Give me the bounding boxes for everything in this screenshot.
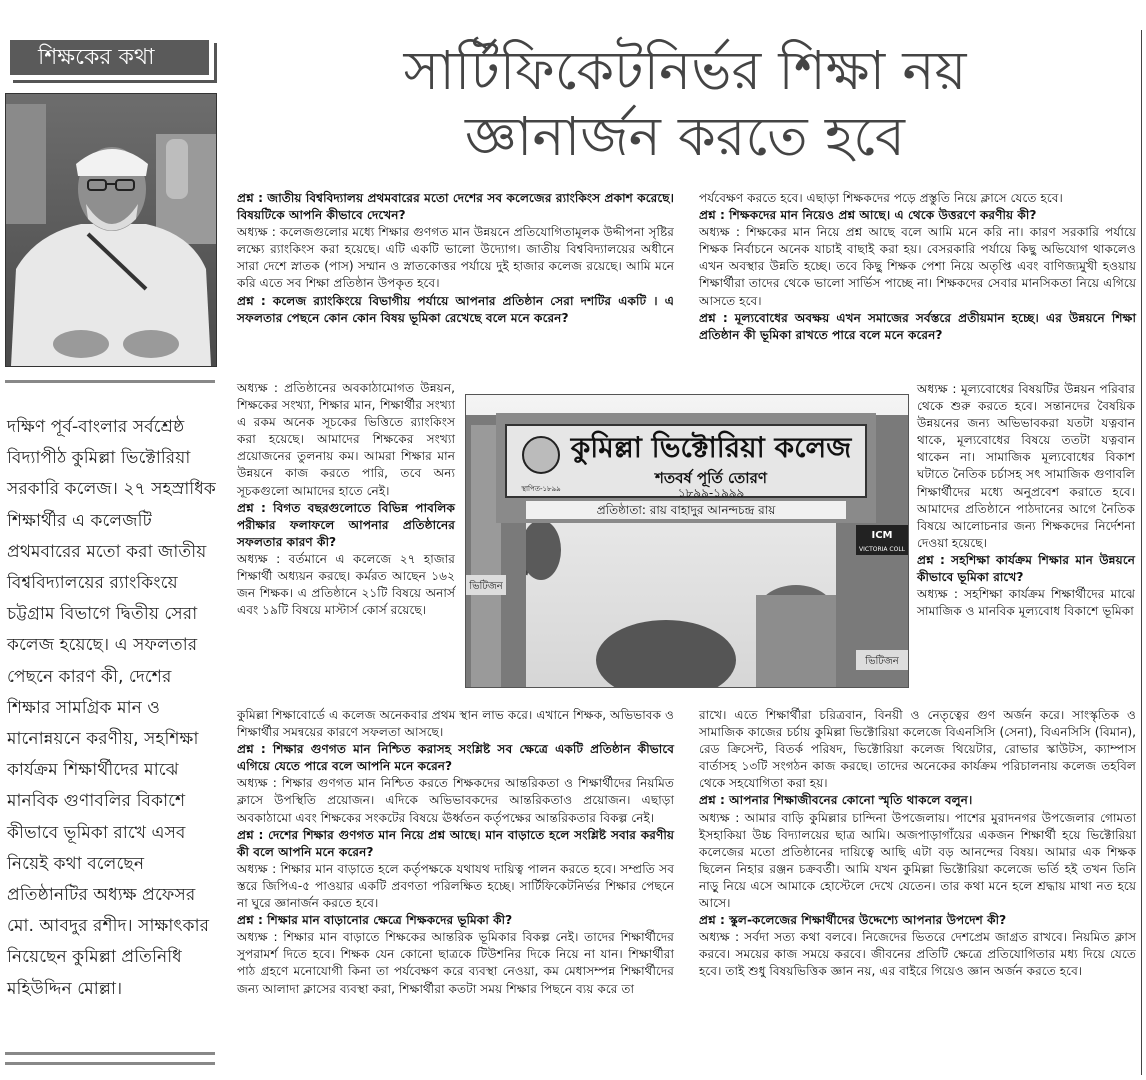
college-gate-photo bbox=[465, 394, 909, 688]
college-name-sign: কুমিল্লা ভিক্টোরিয়া কলেজ bbox=[570, 431, 852, 464]
left-divider-bottom-2 bbox=[5, 1062, 215, 1065]
interview-question: প্রশ্ন : দেশের শিক্ষার গুণগত মান নিয়ে প্রশ্ন আছে। মান বাড়াতে হলে সংশ্লিষ্ট সবার করণীয় কী বলে আপনি মনে করেন? bbox=[237, 827, 674, 859]
interview-answer: অধ্যক্ষ : প্রতিষ্ঠানের অবকাঠামোগত উন্নয়ন, শিক্ষকের সংখ্যা, শিক্ষার মান, শিক্ষার্থীর সংখ্যা এ রকম অনেক সূচকের ভিত্তিতে র‍্যাংকিংস করা হয়েছে। আমাদের শিক্ষকের সংখ্যা প্রয়োজনের তুলনায় কম। আমরা শিক্ষার মান উন্নয়নে কাজ করতে পারি, তবে অন্য সূচকগুলো আমাদের হাতে নেই। bbox=[237, 381, 455, 498]
interview-answer: অধ্যক্ষ : শিক্ষার মান বাড়াতে শিক্ষকের আন্তরিক ভূমিকার বিকল্প নেই। তাদের শিক্ষার্থীদের সুপরামর্শ দিতে হবে। শিক্ষক যেন কোনো ছাত্রকে টিউশনির দিকে নিয়ে না যান। শিক্ষার্থীরা পাঠ গ্রহণে মনোযোগী কিনা তা পর্যবেক্ষণ করে ব্যবস্থা নেওয়া, কম মেধাসম্পন্ন শিক্ষার্থীদের জন্য আলাদা ক্লাসের ব্যবস্থা করা, শিক্ষার্থীরা কতটা সময় শিক্ষার পিছনে ব্যয় করে তা bbox=[237, 930, 674, 996]
right-border-rule bbox=[1141, 30, 1142, 1075]
interview-answer: অধ্যক্ষ : আমার বাড়ি কুমিল্লার চান্দিনা উপজেলায়। পাশের মুরাদনগর উপজেলার গোমতা ইসহাকিয়া উচ্চ বিদ্যালয়ের ছাত্র আমি। অজপাড়াগাঁয়ের একজন শিক্ষার্থী হয়ে ভিক্টোরিয়া কলেজের মতো প্রতিষ্ঠানের দায়িত্বে আছি এটা বড় আনন্দের বিষয়। আমার এক শিক্ষক ছিলেন নিহার রঞ্জন চক্রবর্তী। আমি যখন কুমিল্লা ভিক্টোরিয়া কলেজে ভর্তি হই তখন তিনি নাড়ু নিয়ে এসে আমাকে হোস্টেলে দেখে যেতেন। তার কথা মনে হলে শ্রদ্ধায় মাথা নত হয়ে আসে। bbox=[699, 810, 1136, 911]
interview-answer: অধ্যক্ষ : সহশিক্ষা কার্যক্রম শিক্ষার্থীদের মাঝে সামাজিক ও মানবিক মূল্যবোধ বিকাশে ভূমিকা bbox=[917, 587, 1135, 619]
section-label-text: শিক্ষকের কথা bbox=[10, 40, 209, 75]
column-1-top bbox=[237, 190, 674, 327]
pillar-right-poster: ভিটিজন bbox=[865, 656, 899, 667]
interview-question: প্রশ্ন : শিক্ষকদের মান নিয়েও প্রশ্ন আছে। এ থেকে উত্তরণে করণীয় কী? bbox=[699, 208, 1037, 223]
column-2-top bbox=[699, 190, 1136, 344]
interview-question: প্রশ্ন : সহশিক্ষা কার্যক্রম শিক্ষার মান উন্নয়নে কীভাবে ভূমিকা রাখে? bbox=[917, 552, 1135, 585]
headline-line-1: সার্টিফিকেটনির্ভর শিক্ষা নয় bbox=[403, 39, 967, 102]
column-2-bottom bbox=[699, 707, 1136, 981]
interview-question: প্রশ্ন : জাতীয় বিশ্ববিদ্যালয় প্রথমবারের মতো দেশের সব কলেজের র‍্যাংকিংস প্রকাশ করেছে। বিষয়টিকে আপনি কীভাবে দেখেন? bbox=[237, 191, 674, 223]
portrait-illustration bbox=[6, 94, 216, 366]
interview-question: প্রশ্ন : আপনার শিক্ষাজীবনের কোনো স্মৃতি থাকলে বলুন। bbox=[699, 793, 973, 808]
college-seal-text: স্থাপিত-১৮৯৯ bbox=[521, 485, 561, 493]
interview-answer: অধ্যক্ষ : শিক্ষার গুণগত মান নিশ্চিত করতে শিক্ষকদের আন্তরিকতা ও শিক্ষার্থীদের নিয়মিত ক্লাসে উপস্থিতি প্রয়োজন। এদিকে অভিভাবকদের আন্তরিকতাও প্রয়োজন। এছাড়া অবকাঠামো এবং শিক্ষকের সংকটের বিষয়ে ঊর্ধ্বতন কর্তৃপক্ষের আন্তরিকতার বিকল্প নেই। bbox=[237, 776, 674, 825]
right-banner-bottom: VICTORIA COLL bbox=[859, 546, 905, 553]
interview-answer: অধ্যক্ষ : শিক্ষার মান বাড়াতে হলে কর্তৃপক্ষকে যথাযথ দায়িত্ব পালন করতে হবে। সম্প্রতি সব স্তরে জিপিএ-৫ পাওয়ার একটি প্রবণতা পরিলক্ষিত হচ্ছে। সার্টিফিকেটনির্ভর শিক্ষার পেছনে না ঘুরে জ্ঞানার্জন করতে হবে। bbox=[237, 861, 674, 911]
interview-answer: রাখে। এতে শিক্ষার্থীরা চরিত্রবান, বিনয়ী ও নেতৃত্বের গুণ অর্জন করে। সাংস্কৃতিক ও সামাজিক কাজের চর্চায় কুমিল্লা ভিক্টোরিয়া কলেজে বিএনসিসি (সেনা), বিএনসিসি (বিমান), রেড ক্রিসেন্ট, বিতর্ক পরিষদ, ভিক্টোরিয়া কলেজ থিয়েটার, রোভার স্কাউটস, ক্যাম্পাস বার্তাসহ ১৩টি সংগঠন কাজ করছে। তাদের অনেকের কার্যক্রম পরিচালনায় কলেজ তহবিল থেকে সহযোগিতা করা হয়। bbox=[699, 708, 1136, 791]
college-seal-icon bbox=[523, 437, 559, 473]
left-divider-top bbox=[5, 380, 215, 383]
interview-question: প্রশ্ন : মূল্যবোধের অবক্ষয় এখন সমাজের সর্বস্তরে প্রতীয়মান হচ্ছে। এর উন্নয়নে শিক্ষা প্রতিষ্ঠান কী ভূমিকা রাখতে পারে বলে মনে করেন? bbox=[699, 310, 1136, 342]
headline bbox=[230, 38, 1140, 170]
intro-text: দক্ষিণ পূর্ব-বাংলার সর্বশ্রেষ্ঠ বিদ্যাপীঠ কুমিল্লা ভিক্টোরিয়া সরকারি কলেজ। ২৭ সহস্রাধিক শিক্ষার্থীর এ কলেজটি প্রথমবারের মতো করা জাতীয় বিশ্ববিদ্যালয়ের র‍্যাংকিংয়ে চট্টগ্রাম বিভাগে দ্বিতীয় সেরা কলেজ হয়েছে। এ সফলতার পেছনে কারণ কী, দেশের শিক্ষার সামগ্রিক মান ও মানোন্নয়নে করণীয়, সহশিক্ষা কার্যক্রম শিক্ষার্থীদের মাঝে মানবিক গুণাবলির বিকাশে কীভাবে ভূমিকা রাখে এসব নিয়েই কথা বলেছেন প্রতিষ্ঠানটির অধ্যক্ষ প্রফেসর মো. আবদুর রশীদ। সাক্ষাৎকার নিয়েছেন কুমিল্লা প্রতিনিধি মহিউদ্দিন মোল্লা। bbox=[7, 417, 216, 999]
interview-answer: অধ্যক্ষ : মূল্যবোধের বিষয়টির উন্নয়ন পরিবার থেকে শুরু করতে হবে। সন্তানদের বৈষয়িক উন্নয়নের জন্য অভিভাবকরা যতটা যত্নবান থাকে, মূল্যবোধের বিষয়ে ততটা যত্নবান থাকেন না। সামাজিক মূল্যবোধের বিকাশ ঘটাতে নৈতিক চর্চাসহ সৎ সামাজিক গুণাবলি শিক্ষার্থীদের মধ্যে অনুপ্রবেশ করাতে হবে। আমাদের প্রতিষ্ঠানে পাঠদানের আগে নৈতিক বিষয়ে আলোচনার জন্য শিক্ষকদের নির্দেশনা দেওয়া হয়েছে। bbox=[917, 382, 1135, 550]
headline-line-2: জ্ঞানার্জন করতে হবে bbox=[465, 105, 905, 168]
section-label bbox=[10, 40, 214, 80]
centenary-years: ১৮৯৯-১৯৯৯ bbox=[677, 486, 745, 500]
column-1-bottom bbox=[237, 707, 674, 998]
pillar-left-poster: ভিটিজন bbox=[469, 581, 503, 592]
interview-question: প্রশ্ন : বিগত বছরগুলোতে বিভিন্ন পাবলিক পরীক্ষার ফলাফলে আপনার প্রতিষ্ঠানের সফলতার কারণ কী? bbox=[237, 500, 455, 549]
column-2-narrow bbox=[917, 381, 1135, 620]
right-banner-top: ICM bbox=[871, 530, 893, 541]
interview-answer: কুমিল্লা শিক্ষাবোর্ডে এ কলেজ অনেকবার প্রথম স্থান লাভ করে। এখানে শিক্ষক, অভিভাবক ও শিক্ষার্থীর সমন্বয়ের কারণে সফলতা আসছে। bbox=[237, 708, 674, 740]
interview-question: প্রশ্ন : কলেজ র‍্যাংকিংয়ে বিভাগীয় পর্যায়ে আপনার প্রতিষ্ঠান সেরা দশটির একটি । এ সফলতার পেছনে কোন কোন বিষয় ভূমিকা রেখেছে বলে মনে করেন? bbox=[237, 293, 674, 325]
interview-question: প্রশ্ন : শিক্ষার মান বাড়ানোর ক্ষেত্রে শিক্ষকদের ভূমিকা কী? bbox=[237, 913, 513, 928]
gate-illustration bbox=[466, 395, 908, 687]
interview-answer: অধ্যক্ষ : কলেজগুলোর মধ্যে শিক্ষার গুণগত মান উন্নয়নে প্রতিযোগিতামূলক উদ্দীপনা সৃষ্টির লক্ষ্যে র‍্যাংকিংস করা হয়েছে। এটি একটি ভালো উদ্যোগ। জাতীয় বিশ্ববিদ্যালয়ের অধীনে সারা দেশে স্নাতক (পাস) সম্মান ও স্নাতকোত্তর পর্যায়ে দুই হাজার কলেজ রয়েছে। আমি মনে করি এতে সব শিক্ষা প্রতিষ্ঠান উপকৃত হবে। bbox=[237, 225, 674, 291]
interview-answer: পর্যবেক্ষণ করতে হবে। এছাড়া শিক্ষকদের পড়ে প্রস্তুতি নিয়ে ক্লাসে যেতে হবে। bbox=[699, 191, 1063, 205]
interview-answer: অধ্যক্ষ : বর্তমানে এ কলেজে ২৭ হাজার শিক্ষার্থী অধ্যয়ন করছে। কর্মরত আছেন ১৬২ জন শিক্ষক। এ প্রতিষ্ঠানে ২১টি বিষয়ে অনার্স এবং ১৯টি বিষয়ে মাস্টার্স কোর্স রয়েছে। bbox=[237, 551, 455, 618]
centenary-gate-sign: শতবর্ষ পূর্তি তোরণ bbox=[655, 469, 767, 487]
principal-portrait bbox=[5, 93, 217, 367]
interview-question: প্রশ্ন : স্কুল-কলেজের শিক্ষার্থীদের উদ্দেশ্যে আপনার উপদেশ কী? bbox=[699, 913, 1007, 928]
interview-answer: অধ্যক্ষ : সর্বদা সত্য কথা বলবে। নিজেদের ভিতরে দেশপ্রেম জাগ্রত রাখবে। নিয়মিত ক্লাস করবে। সময়ের কাজ সময়ে করবে। জীবনের প্রতিটি ক্ষেত্রে প্রতিযোগিতার মধ্য দিয়ে যেতে হবে। তাই শুধু বিষয়ভিত্তিক জ্ঞান নয়, এর বাইরে গিয়েও জ্ঞান অর্জন করতে হবে। bbox=[699, 930, 1136, 979]
interview-answer: অধ্যক্ষ : শিক্ষকের মান নিয়ে প্রশ্ন আছে বলে আমি মনে করি না। কারণ সরকারি পর্যায়ে শিক্ষক নির্বাচনে অনেক যাচাই বাছাই করা হয়। বেসরকারি পর্যায়ে কিছু অভিযোগ থাকলেও এখন অবস্থার উন্নতি হচ্ছে। তবে কিছু শিক্ষক পেশা নিয়ে অতৃপ্তি এবং বাণিজ্যমুখী হওয়ায় শিক্ষার্থীরা তাদের থেকে ভালো সার্ভিস পাচ্ছে না। শিক্ষকদের সেবার মানসিকতা নিয়ে এগিয়ে আসতে হবে। bbox=[699, 225, 1136, 308]
left-divider-bottom-1 bbox=[5, 1052, 215, 1055]
founder-sign: প্রতিষ্ঠাতা: রায় বাহাদুর আনন্দচন্দ্র রায় bbox=[596, 503, 776, 517]
interview-question: প্রশ্ন : শিক্ষার গুণগত মান নিশ্চিত করাসহ সংশ্লিষ্ট সব ক্ষেত্রে একটি প্রতিষ্ঠান কীভাবে এগিয়ে যেতে পারে বলে আপনি মনে করেন? bbox=[237, 742, 674, 774]
column-1-narrow bbox=[237, 380, 455, 619]
